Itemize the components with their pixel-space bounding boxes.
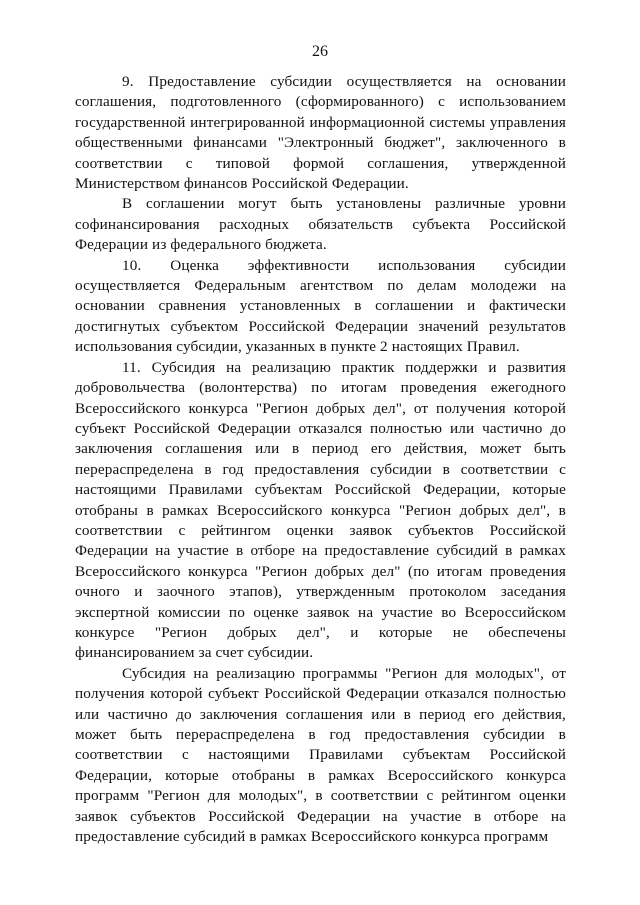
paragraph-10: 10. Оценка эффективности использования субсидии осуществляется Федеральным агентством по делам молодежи на основании сравнения установленных в соглашении и фактически достигнутых субъектом Российской Федерации значений результатов использования субсидии, указанных в пункте 2 настоящих Правил. [75,256,566,356]
paragraph-9: 9. Предоставление субсидии осуществляется на основании соглашения, подготовленного (сформированного) с использованием государственной интегрированной информационной системы управления общественными финансами "Электронный бюджет", заключенного в соответствии с типовой формой соглашения, утвержденной Министерством финансов Российской Федерации. [75,73,566,193]
document-body [75,72,566,847]
paragraph-youth-program: Субсидия на реализацию программы "Регион для молодых", от получения которой субъект Российской Федерации отказался полностью или частично до заключения соглашения или в период его действия, может быть перераспределена в год предоставления субсидии в соответствии с настоящими Правилами субъектам Российской Федерации, которые отобраны в рамках Всероссийского конкурса программ "Регион для молодых", в соответствии с рейтингом оценки заявок субъектов Российской Федерации на участие в отборе на предоставление субсидий в рамках Всероссийского конкурса программ [75,664,566,846]
page-number: 26 [312,43,328,60]
paragraph-11: 11. Субсидия на реализацию практик поддержки и развития добровольчества (волонтерства) по итогам проведения ежегодного Всероссийского конкурса "Регион добрых дел", от получения которой субъект Российской Федерации отказался полностью или частично до заключения соглашения или в период его действия, может быть перераспределена в год предоставления субсидии в соответствии с настоящими Правилами субъектам Российской Федерации, которые отобраны в рамках Всероссийского конкурса "Регион добрых дел", в соответствии с рейтингом оценки заявок субъектов Российской Федерации на участие в отборе на предоставление субсидий в рамках Всероссийского конкурса "Регион добрых дел" (по итогам проведения очного и заочного этапов), утвержденным протоколом заседания экспертной комиссии по оценке заявок на участие во Всероссийском конкурсе "Регион добрых дел", и которые не обеспечены финансированием за счет субсидии. [75,358,566,662]
paragraph-cofinancing: В соглашении могут быть установлены различные уровни софинансирования расходных обязательств субъекта Российской Федерации из федерального бюджета. [75,195,566,254]
